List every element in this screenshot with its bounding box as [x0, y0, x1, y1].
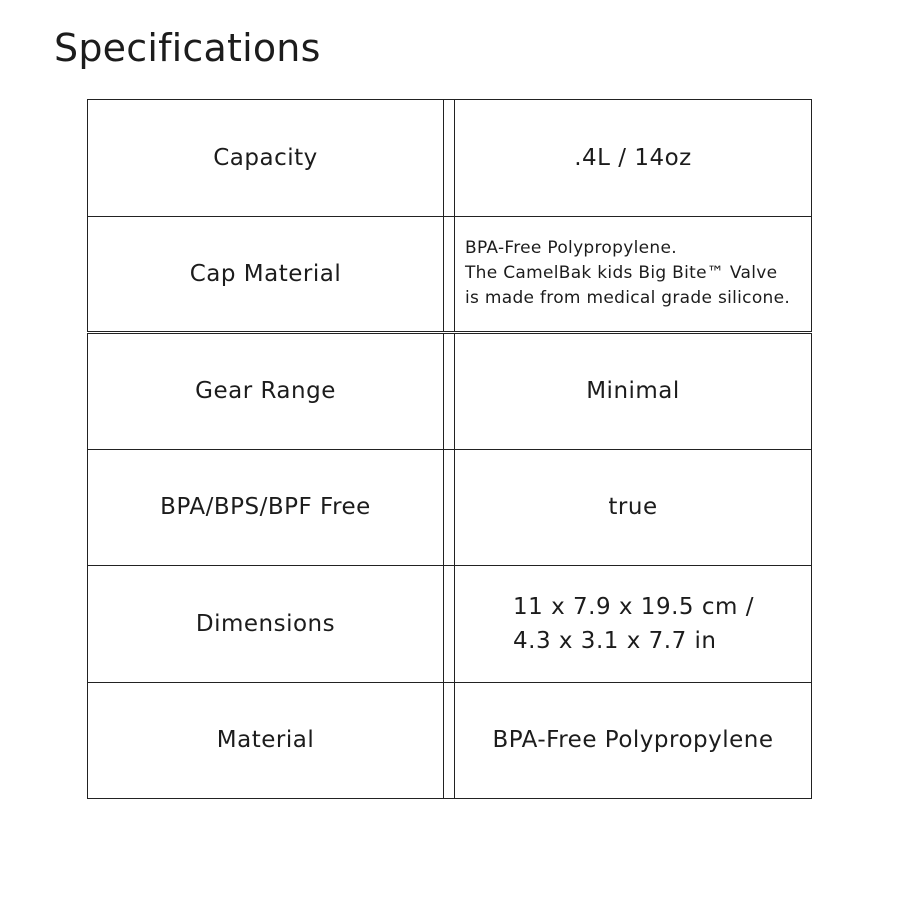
table-row-bpa-free	[88, 449, 812, 566]
spec-value: true	[455, 449, 812, 566]
table-row-material	[88, 682, 812, 799]
spec-value: Minimal	[455, 333, 812, 450]
table-row-cap-material	[88, 216, 812, 333]
spec-label: Cap Material	[88, 216, 444, 333]
column-divider	[444, 682, 455, 799]
column-divider	[444, 449, 455, 566]
spec-label: Material	[88, 682, 444, 799]
column-divider	[444, 566, 455, 683]
spec-value: .4L / 14oz	[455, 100, 812, 217]
column-divider	[444, 333, 455, 450]
spec-value-line: BPA-Free Polypropylene.	[465, 238, 677, 259]
table-row-dimensions	[88, 566, 812, 683]
specifications-table	[87, 99, 812, 799]
column-divider	[444, 216, 455, 333]
spec-value	[455, 566, 812, 683]
spec-value-line: 11 x 7.9 x 19.5 cm /	[513, 593, 754, 620]
spec-label: Dimensions	[88, 566, 444, 683]
spec-label: Capacity	[88, 100, 444, 217]
spec-value-line: is made from medical grade silicone.	[465, 288, 791, 309]
spec-label: Gear Range	[88, 333, 444, 450]
column-divider	[444, 100, 455, 217]
spec-value: BPA-Free Polypropylene	[455, 682, 812, 799]
spec-value-line: 4.3 x 3.1 x 7.7 in	[513, 627, 717, 654]
spec-label: BPA/BPS/BPF Free	[88, 449, 444, 566]
spec-value	[455, 216, 812, 333]
page-title: Specifications	[54, 26, 321, 70]
spec-value-line: The CamelBak kids Big Bite™ Valve	[465, 263, 778, 284]
table-row-capacity	[88, 100, 812, 217]
table-row-gear-range	[88, 333, 812, 450]
